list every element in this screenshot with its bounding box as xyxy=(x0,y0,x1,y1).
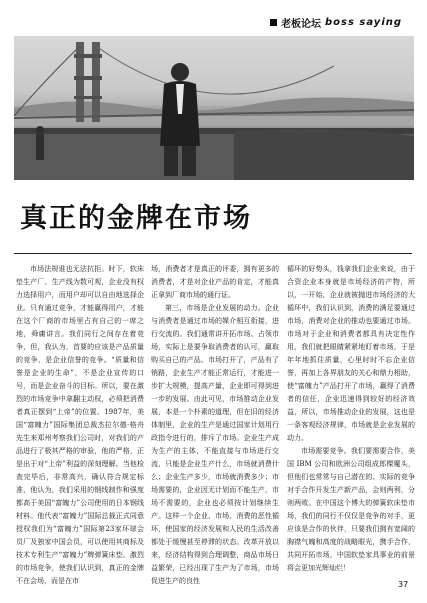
article-title: 真正的金牌在市场 xyxy=(20,203,252,234)
square-bullet-icon xyxy=(270,19,277,26)
column-header xyxy=(270,12,420,32)
text-column-3 xyxy=(287,263,415,575)
page-number: 37 xyxy=(398,580,409,589)
paragraph: 第三，市场是企业发展的动力。企业与消费者是通过市场的媒介相互衔接，进行交流的。我们通常讲开拓市场、占领市场，实际上是要争取消费者的认可，赢取购买自己的产品。市场打开了，产品有了销路，企业生产才能正常运行，才能进一步扩大规模，提高产量，企业即可得到进一步的发展。由此可见，市场推动企业发展，本是一个朴素的道理，但在旧的经济体制里，企业的生产是通过国家计划用行政指令进行的，排斥了市场。企业生产成为生产的主体，不能直接与市场进行交流，只能是企业生产什么，市场就消费什么；企业生产多少，市场就消费多少；市场需要的，企业因无计划而不能生产，市场不需要的，企业也必须按计划继续生产。这样一个企业、市场、消费的恶性循环，使国家的经济发展和人民的生活改善都处于缓慢甚至停滞的状态。改革开放以来，经济结构得到合理调整，商品市场日益繁荣，已经出现了生产为了市场，市场促进生产的良性 xyxy=(151,304,279,585)
text-column-1 xyxy=(16,263,144,585)
article-photo xyxy=(14,36,414,180)
paragraph: 市场法规谁也无法抗拒。时下，软床垫生产厂、生产线为数可观，企业没有权力选择用户，而用户却可以自由地选择企业。只有通过竞争，才能赢得用户，才能在这个厂商的市场里占有自己的一席之地，舜庸讲言。我们同行之间存在着竞争，但，我认为，首要的应该是产品质量的竞争，是企业信誉的竞争。“质量和信誉是企业的生命”，不是企业宣传的口号，而是企业奋斗的目标。所以，要在激烈的市场竞争中拿翻主动权，必须把消费者真正摆到“上帝”的位置。1987年，美国“富魄力”国际集团总裁杰拉尔德·格舟先生来郑州考察我们公司时，对我们的产品进行了极其严格的审验，他的严格，正是出于对“上帝”利益的深刻理解。当他检查完毕后，非常高兴，确认符合规定标准，他认为，我们采用的钢线制作和强度都高于美国“富魄力”公司使用的日本钢线材料。他代表“富魄力”国际总裁正式同意授权我们为“富魄力”国际第23家环球会员厂及独家中国会员，可以使用其商标及技术专利生产“富魄力”牌弹簧床垫。激烈的市场竞争，使我们认识到，真正的金牌不在会场，而是在市 xyxy=(16,265,144,585)
paragraph: 市场需要竞争。我们要需要合作，美国 IBM 公司和欧洲公司组成郎棵魔头，但他们也常常与自己潜在的、实际的竞争对手合作开发生产新产品，会则两利，分则两败。在中国这个博大的弹簧软床垫市场，我们的同行不仅仅是竞争的对手，更应该是合作的伙伴，只要我们拥有宽阔的胸襟气魄和高度的战略眼光，携手合作，共同开拓市场，中国软垫家具事业的前景将会更加光辉灿烂！ xyxy=(287,447,415,572)
bridge-portrait-photo xyxy=(14,36,414,180)
title-divider xyxy=(14,253,412,254)
column-name-cn: 老板论坛 xyxy=(281,18,321,30)
text-column-2 xyxy=(151,263,279,585)
paragraph: 循环的好势头，钱拿我们企业来说，由于合资企业本身就是市场经济的产物，所以，一开始，企业就被抛进市场经济的大循环中，我们认识到，消费的满足要通过市场，消费对企业的推动也要通过市场。市场对于企业和消费者都具有决定性作用，我们就把眼睛紧紧地盯着市场，于是年年地抓住质量，心里时时不忘企业信誉，再加上各界朋友的关心和鼎力相助，使“富魄力”产品打开了市场，赢得了消费者的信任，企业迅速得到较好的经济效益，所以，市场推动企业的发展，这也是一条客观经济规律，市场就是企业发展的动力。 xyxy=(287,265,415,442)
paragraph: 场，消费者才是真正的评委，拥有更多的消费者，才是对企业产品的肯定，才能真正拿到厂商市场的通行证。 xyxy=(151,265,279,299)
column-name-en: boss saying xyxy=(325,16,403,28)
